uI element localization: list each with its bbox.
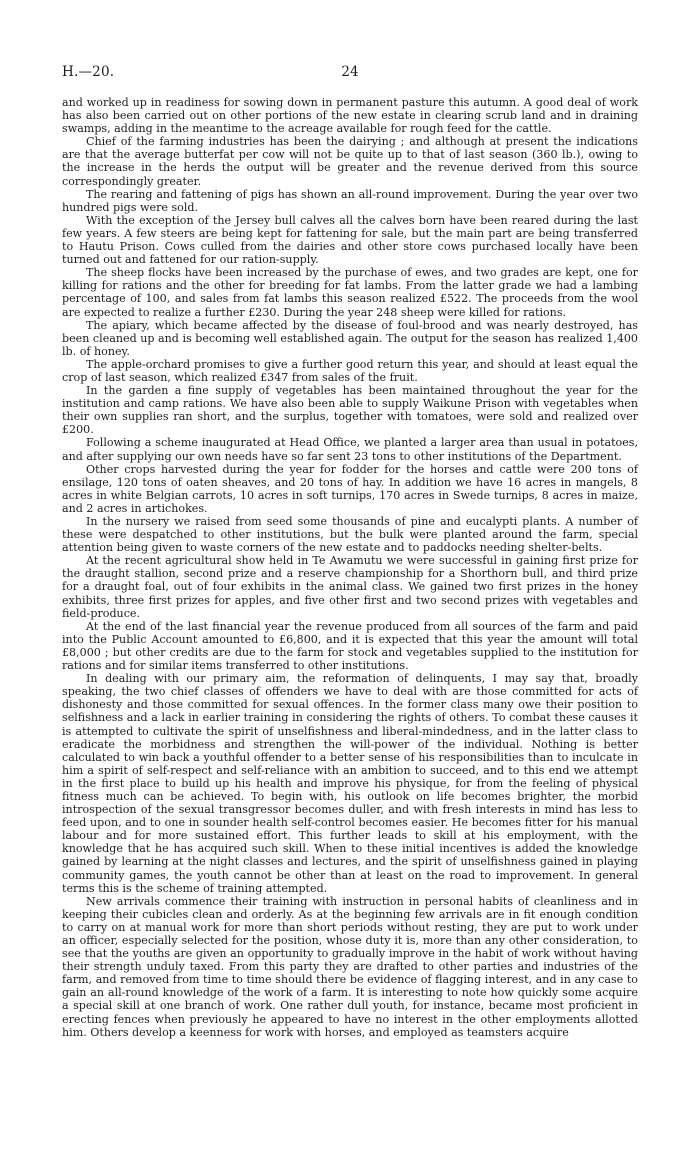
paragraph-dairying: Chief of the farming industries has been the dairying ; and although at present the indications are that the average butterfat per cow will not be quite up to that of last season (360 lb.), owing to the increase in the herds the output will be greater and the revenue derived from this source correspondingly greater. (62, 135, 638, 188)
paragraph-reformation: In dealing with our primary aim, the reformation of delinquents, I may say that, broadly speaking, the two chief classes of offenders we have to deal with are those committed for acts of dishonesty and those committed for sexual offences. In the former class many owe their position to selfishness and a lack in earlier training in considering the rights of others. To combat these causes it is attempted to cultivate the spirit of unselfishness and liberal-mindedness, and in the latter class to eradicate the morbidness and strengthen the will-power of the individual. Nothing is better calculated to win back a youthful offender to a better sense of his responsibilities than to inculcate in him a spirit of self-respect and self-reliance with an ambition to succeed, and to this end we attempt in the first place to build up his health and improve his physique, for from the feeling of physical fitness much can be achieved. To begin with, his outlook on life becomes brighter, the morbid introspection of the sexual transgressor becomes duller, and with fresh interests in mind has less to feed upon, and to one in sounder health self-control becomes easier. He becomes fitter for his manual labour and for more sustained effort. This further leads to skill at his employment, with the knowledge that he has acquired such skill. When to these initial incentives is added the knowledge gained by learning at the night classes and lectures, and the spirit of unselfishness gained in playing community games, the youth cannot be other than at least on the road to improvement. In general terms this is the scheme of training attempted. (62, 672, 638, 895)
paragraph-other-crops: Other crops harvested during the year for fodder for the horses and cattle were 200 tons of ensilage, 120 tons of oaten sheaves, and 20 tons of hay. In addition we have 16 acres in mangels, 8 acres in white Belgian carrots, 10 acres in soft turnips, 170 acres in Swede turnips, 8 acres in maize, and 2 acres in artichokes. (62, 462, 638, 515)
page-header (62, 64, 638, 86)
paragraph-sheep: The sheep flocks have been increased by the purchase of ewes, and two grades are kept, one for killing for rations and the other for breeding for fat lambs. From the latter grade we had a lambing percentage of 100, and sales from fat lambs this season realized £522. The proceeds from the wool are expected to realize a further £230. During the year 248 sheep were killed for rations. (62, 266, 638, 319)
paragraph-new-arrivals: New arrivals commence their training with instruction in personal habits of cleanliness and in keeping their cubicles clean and orderly. As at the beginning few arrivals are in fit enough condition to carry on at manual work for more than short periods without resting, they are put to work under an officer, especially selected for the position, whose duty it is, more than any other consideration, to see that the youths are given an opportunity to gradually improve in the habit of work without having their strength unduly taxed. From this party they are drafted to other parties and industries of the farm, and removed from time to time should there be evidence of flagging interest, and in any case to gain an all-round knowledge of the work of a farm. It is interesting to note how quickly some acquire a special skill at one branch of work. One rather dull youth, for instance, became most proficient in erecting fences when previously he appeared to have no interest in the other employments allotted him. Others develop a keenness for work with horses, and employed as teamsters acquire (62, 894, 638, 1039)
paragraph-nursery: In the nursery we raised from seed some thousands of pine and eucalypti plants. A number of these were despatched to other institutions, but the bulk were planted around the farm, special attention being given to waste corners of the new estate and to paddocks needing shelter-belts. (62, 515, 638, 555)
document-reference: H.—20. (62, 64, 115, 80)
paragraph-revenue: At the end of the last financial year the revenue produced from all sources of the farm and paid into the Public Account amounted to £6,800, and it is expected that this year the amount will total £8,000 ; but other credits are due to the farm for stock and vegetables supplied to the institution for rations and for similar items transferred to other institutions. (62, 619, 638, 673)
paragraph-potatoes: Following a scheme inaugurated at Head Office, we planted a larger area than usual in potatoes, and after supplying our own needs have so far sent 23 tons to other institutions of the Department. (62, 436, 638, 463)
paragraph-calves: With the exception of the Jersey bull calves all the calves born have been reared during the last few years. A few steers are being kept for fattening for sale, but the main part are being transferred to Hautu Prison. Cows culled from the dairies and other store cows purchased locally have been turned out and fattened for our ration-supply. (62, 213, 638, 267)
page-number: 24 (341, 64, 359, 80)
paragraph-pigs: The rearing and fattening of pigs has shown an all-round improvement. During the year over two hundred pigs were sold. (62, 187, 638, 214)
paragraph-apiary: The apiary, which became affected by the disease of foul-brood and was nearly destroyed, has been cleaned up and is becoming well established again. The output for the season has realized 1,400 lb. of honey. (62, 318, 638, 358)
paragraph-orchard: The apple-orchard promises to give a further good return this year, and should at least equal the crop of last season, which realized £347 from sales of the fruit. (62, 357, 638, 384)
paragraph-pasture-continuation: and worked up in readiness for sowing down in permanent pasture this autumn. A good deal of work has also been carried out on other portions of the new estate in clearing scrub land and in draining swamps, adding in the meantime to the acreage available for rough feed for the cattle. (62, 96, 638, 136)
paragraph-garden: In the garden a fine supply of vegetables has been maintained throughout the year for the institution and camp rations. We have also been able to supply Waikune Prison with vegetables when their own supplies ran short, and the surplus, together with tomatoes, were sold and realized over £200. (62, 384, 638, 437)
report-body (62, 96, 638, 1039)
paragraph-show: At the recent agricultural show held in Te Awamutu we were successful in gaining first prize for the draught stallion, second prize and a reserve championship for a Shorthorn bull, and third prize for a draught foal, out of four exhibits in the animal class. We gained two first prizes in the honey exhibits, three first prizes for apples, and five other first and two second prizes with vegetables and field-produce. (62, 554, 638, 620)
